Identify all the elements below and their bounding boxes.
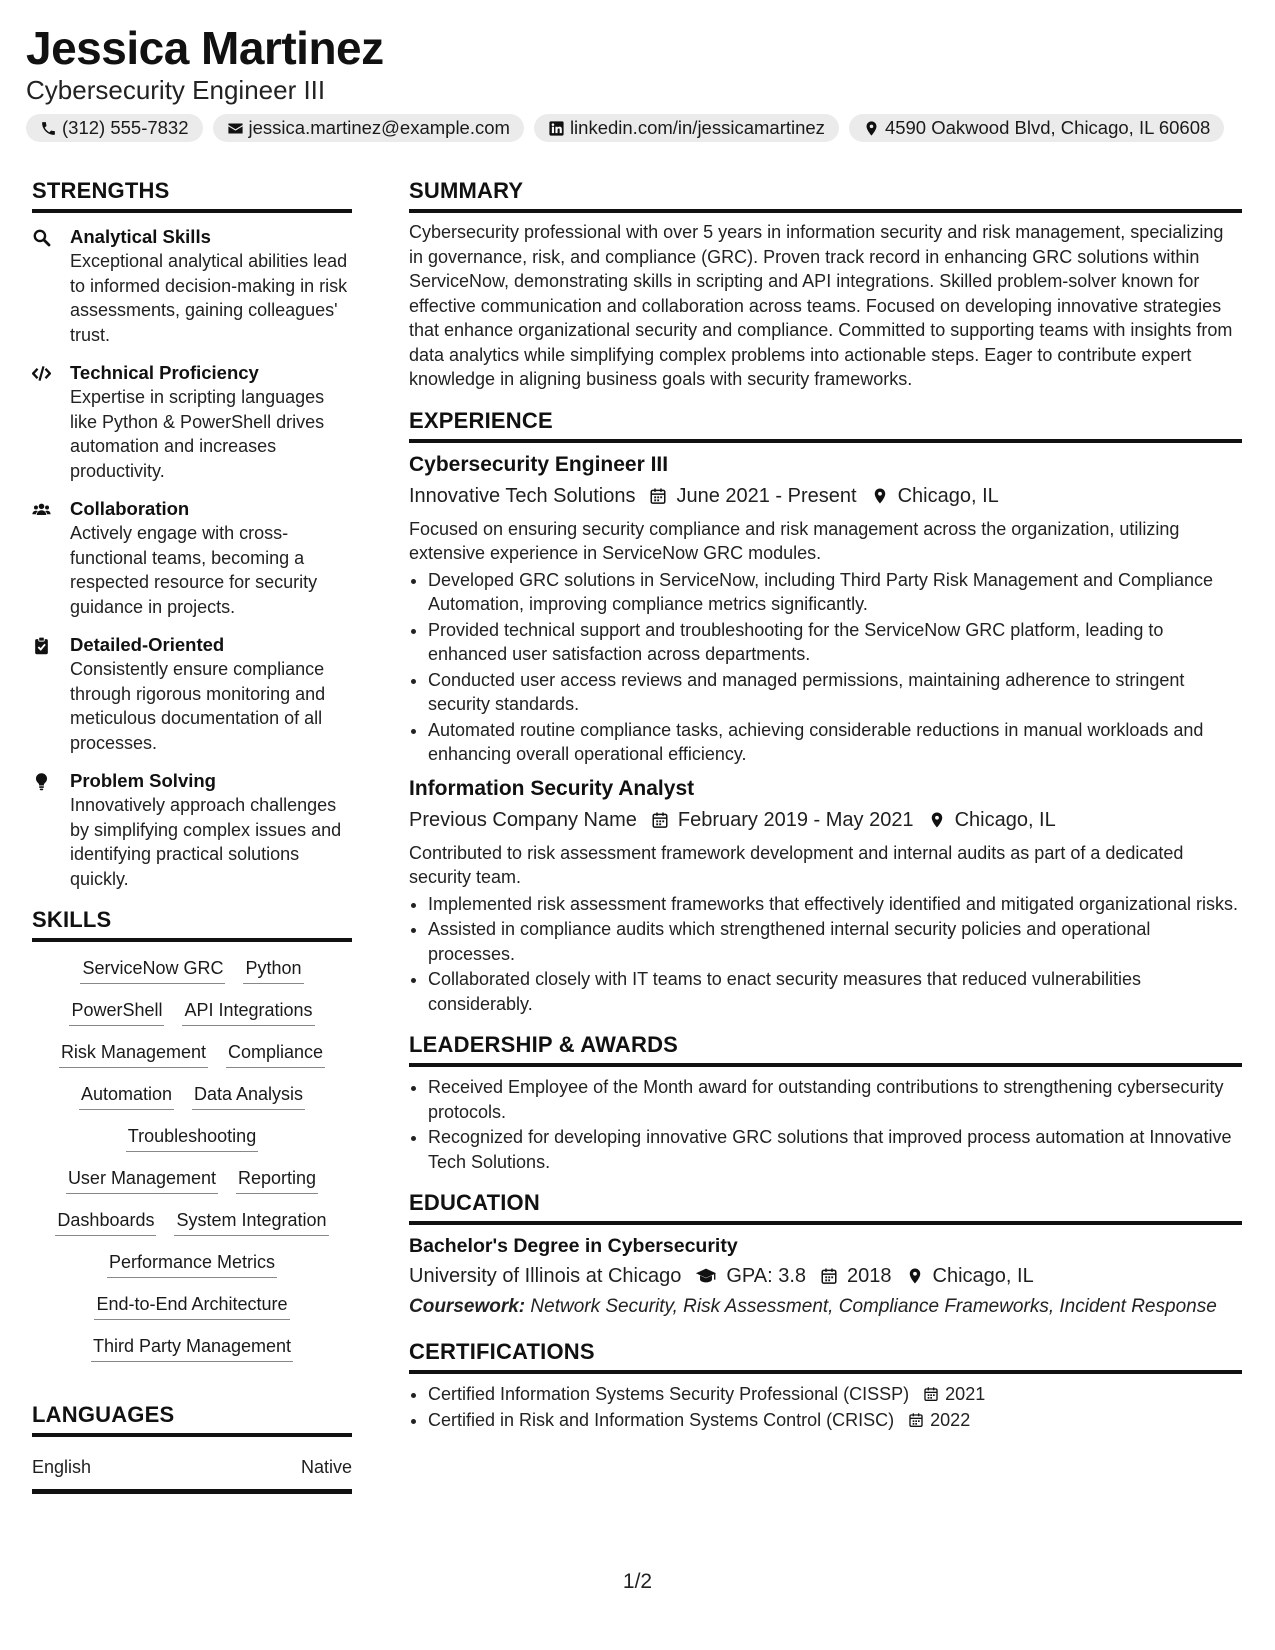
certification-year: 2021 (945, 1384, 986, 1404)
language-name: English (32, 1457, 92, 1477)
job-location: Chicago, IL (897, 484, 999, 507)
calendar-icon (923, 1386, 939, 1402)
calendar-icon (820, 1267, 838, 1285)
skill-tag: Troubleshooting (126, 1124, 258, 1152)
contact-bar (26, 114, 1249, 142)
skills-heading: SKILLS (32, 907, 352, 942)
school-name: University of Illinois at Chicago (409, 1265, 682, 1287)
left-column (32, 178, 352, 1494)
contact-email[interactable] (213, 114, 524, 142)
school-location: Chicago, IL (932, 1265, 1034, 1287)
strength-title: Detailed-Oriented (70, 634, 225, 655)
coursework-list: Network Security, Risk Assessment, Compliance Frameworks, Incident Response (530, 1296, 1217, 1317)
contact-linkedin-text: linkedin.com/in/jessicamartinez (569, 117, 825, 138)
summary-section (409, 178, 1242, 392)
graduation-year: 2018 (847, 1265, 892, 1287)
skill-tag: API Integrations (182, 998, 314, 1026)
strength-item (32, 225, 352, 347)
gpa: GPA: 3.8 (726, 1265, 807, 1287)
skill-tag: PowerShell (69, 998, 164, 1026)
job-company: Innovative Tech Solutions (409, 484, 636, 507)
coursework (409, 1294, 1242, 1319)
skill-tag: Python (243, 956, 303, 984)
job-meta (409, 482, 1242, 510)
job-description: Contributed to risk assessment framework development and internal audits as part of a dedicated security team. (409, 842, 1184, 887)
contact-address-text: 4590 Oakwood Blvd, Chicago, IL 60608 (884, 117, 1211, 138)
phone-icon (40, 120, 57, 137)
job-bullet: • Provided technical support and troubleshooting for the ServiceNow GRC platform, leading to enhanced user satisfaction across departments. (428, 618, 1242, 667)
strength-desc: Innovatively approach challenges by simplifying complex issues and identifying practical solutions quickly. (70, 795, 342, 889)
job-title: Information Security Analyst (409, 776, 695, 800)
resume-header (26, 20, 1249, 142)
education-meta (409, 1262, 1242, 1290)
languages-heading: LANGUAGES (32, 1402, 352, 1437)
strength-desc: Consistently ensure compliance through rigorous monitoring and meticulous documentation of all processes. (70, 659, 326, 753)
certification-item (428, 1408, 1242, 1433)
skill-tag: End-to-End Architecture (94, 1292, 289, 1320)
skill-tag: Dashboards (55, 1208, 156, 1236)
job-bullet: • Developed GRC solutions in ServiceNow, including Third Party Risk Management and Compliance Automation, improving compliance metrics significantly. (428, 568, 1242, 617)
strength-title: Problem Solving (70, 770, 216, 791)
contact-address[interactable] (849, 114, 1224, 142)
envelope-icon (227, 120, 244, 137)
contact-linkedin[interactable] (534, 114, 839, 142)
job-title: Cybersecurity Engineer III (409, 452, 669, 476)
job-bullet: • Implemented risk assessment frameworks that effectively identified and mitigated organizational risks. (428, 892, 1242, 917)
degree-title: Bachelor's Degree in Cybersecurity (409, 1235, 738, 1257)
candidate-title: Cybersecurity Engineer III (26, 75, 326, 105)
certification-item (428, 1382, 1242, 1407)
languages-section (32, 1402, 352, 1494)
experience-section (409, 408, 1242, 1017)
skill-row (32, 998, 352, 1026)
skill-tag: Performance Metrics (107, 1250, 277, 1278)
location-pin-icon (863, 120, 880, 137)
strength-item (32, 497, 352, 619)
contact-phone[interactable] (26, 114, 203, 142)
skill-tag: Risk Management (59, 1040, 208, 1068)
skill-tag: Data Analysis (192, 1082, 305, 1110)
summary-text: Cybersecurity professional with over 5 years in information security and risk management, specializing in governance, risk, and compliance (GRC). Proven track record in enhancing GRC solutions within ServiceNow, demonstrating skills in scripting and API integrations. Skilled problem-solver known for effective communication and collaboration across teams. Focused on developing innovative strategies that enhance organizational security and compliance. Committed to supporting teams with insights from data analytics while simplifying complex problems into actionable steps. Eager to contribute expert knowledge in aligning business goals with security frameworks. (409, 222, 1233, 389)
location-pin-icon (928, 811, 946, 829)
job-bullet: • Conducted user access reviews and managed permissions, maintaining adherence to stringent security standards. (428, 668, 1242, 717)
calendar-icon (651, 811, 669, 829)
job-bullet: • Automated routine compliance tasks, achieving considerable reductions in manual workloads and enhancing overall operational efficiency. (428, 718, 1242, 767)
strength-desc: Actively engage with cross-functional teams, becoming a respected resource for security guidance in projects. (70, 523, 318, 617)
language-level: Native (300, 1457, 352, 1477)
skill-tag: System Integration (174, 1208, 328, 1236)
magnifier-icon (32, 228, 51, 247)
skill-row (32, 1040, 352, 1068)
skill-row (32, 1082, 352, 1110)
education-section (409, 1190, 1242, 1319)
linkedin-icon (548, 120, 565, 137)
coursework-label: Coursework: (409, 1296, 526, 1317)
skill-tag: Reporting (236, 1166, 318, 1194)
job-location: Chicago, IL (954, 808, 1056, 831)
certifications-section (409, 1339, 1242, 1432)
skill-tag: Compliance (226, 1040, 325, 1068)
skill-row (32, 1334, 352, 1362)
code-icon (32, 364, 51, 383)
job-bullet: • Assisted in compliance audits which strengthened internal security policies and operational processes. (428, 917, 1242, 966)
leadership-heading: LEADERSHIP & AWARDS (409, 1032, 1242, 1067)
page-number: 1/2 (622, 1570, 653, 1593)
skill-row (32, 1208, 352, 1236)
certifications-heading: CERTIFICATIONS (409, 1339, 1242, 1374)
skill-tag: User Management (66, 1166, 218, 1194)
strength-desc: Exceptional analytical abilities lead to informed decision-making in risk assessments, gaining colleagues' trust. (70, 251, 348, 345)
experience-heading: EXPERIENCE (409, 408, 1242, 443)
contact-email-text: jessica.martinez@example.com (248, 117, 510, 138)
skill-row (32, 1166, 352, 1194)
certification-year: 2022 (930, 1409, 971, 1430)
strength-title: Collaboration (70, 498, 190, 519)
calendar-icon (649, 487, 667, 505)
strength-title: Analytical Skills (70, 226, 211, 247)
skill-row (32, 1250, 352, 1278)
skill-tag: Automation (79, 1082, 174, 1110)
right-column (409, 178, 1242, 1433)
strength-title: Technical Proficiency (70, 362, 259, 383)
job-bullets (409, 892, 1242, 1017)
skill-tag: Third Party Management (91, 1334, 293, 1362)
leadership-section (409, 1032, 1242, 1174)
skills-section (32, 907, 352, 1362)
job-entry (409, 451, 1242, 767)
job-dates: February 2019 - May 2021 (677, 808, 914, 831)
strength-item (32, 361, 352, 483)
location-pin-icon (906, 1267, 924, 1285)
candidate-name: Jessica Martinez (26, 22, 384, 74)
education-heading: EDUCATION (409, 1190, 1242, 1225)
strength-desc: Expertise in scripting languages like Python & PowerShell drives automation and increases productivity. (70, 387, 325, 481)
contact-phone-text: (312) 555-7832 (62, 117, 189, 138)
job-dates: June 2021 - Present (676, 484, 857, 507)
strengths-section (32, 178, 352, 891)
summary-heading: SUMMARY (409, 178, 1242, 213)
skill-row (32, 1124, 352, 1152)
skill-tag: ServiceNow GRC (80, 956, 225, 984)
leadership-bullet: • Recognized for developing innovative GRC solutions that improved process automation at Innovative Tech Solutions. (428, 1125, 1242, 1174)
job-description: Focused on ensuring security compliance and risk management across the organization, utilizing extensive experience in ServiceNow GRC modules. (409, 518, 1180, 563)
lightbulb-icon (32, 772, 51, 791)
job-meta (409, 806, 1242, 834)
job-company: Previous Company Name (409, 808, 637, 831)
job-entry (409, 775, 1242, 1017)
clipboard-check-icon (32, 636, 51, 655)
certification-name: • Certified in Risk and Information Systems Control (CRISC) (428, 1409, 895, 1430)
leadership-bullets (409, 1075, 1242, 1174)
job-bullets (409, 568, 1242, 767)
strength-item (32, 633, 352, 755)
location-pin-icon (871, 487, 889, 505)
job-bullet: • Collaborated closely with IT teams to enact security measures that reduced vulnerabilities considerably. (428, 967, 1242, 1016)
calendar-icon (908, 1412, 924, 1428)
certifications-list (409, 1382, 1242, 1432)
language-row (32, 1455, 352, 1494)
skill-row (32, 1292, 352, 1320)
leadership-bullet: • Received Employee of the Month award for outstanding contributions to strengthening cybersecurity protocols. (428, 1075, 1242, 1124)
strengths-heading: STRENGTHS (32, 178, 352, 213)
strength-item (32, 769, 352, 891)
certification-name: • Certified Information Systems Security Professional (CISSP) (428, 1384, 910, 1404)
skill-row (32, 956, 352, 984)
graduation-cap-icon (695, 1265, 717, 1287)
users-icon (32, 500, 51, 519)
skills-list (32, 956, 352, 1362)
